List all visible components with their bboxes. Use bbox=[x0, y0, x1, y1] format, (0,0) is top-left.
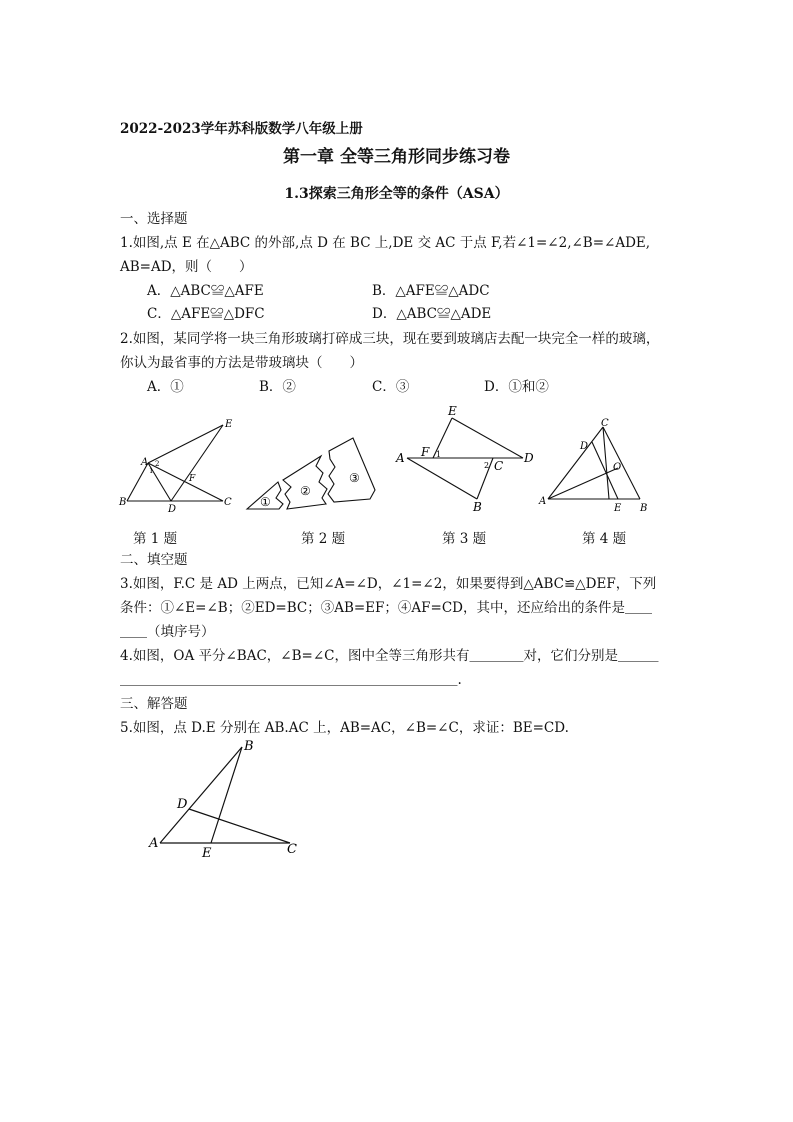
fig1-label-f: F bbox=[189, 474, 196, 484]
q1-option-a: A．△ABC≌△AFE bbox=[147, 283, 264, 299]
caption-fig-3: 第 3 题 bbox=[442, 531, 487, 547]
q3-text-line3: ＿＿（填序号） bbox=[120, 624, 215, 640]
fig1-label-e: E bbox=[225, 419, 233, 430]
q1-option-c: C．△AFE≌△DFC bbox=[147, 306, 265, 322]
fig3-label-d: D bbox=[524, 451, 534, 465]
fig1-label-d: D bbox=[168, 504, 177, 515]
fig1-label-c: C bbox=[224, 497, 232, 508]
figure-4 bbox=[537, 415, 657, 515]
fig1-label-1: 1 bbox=[149, 467, 154, 475]
fig3-label-2: 2 bbox=[484, 461, 490, 470]
fig4-label-b: B bbox=[640, 503, 648, 514]
caption-fig-2: 第 2 题 bbox=[301, 531, 346, 547]
caption-fig-4: 第 4 题 bbox=[582, 531, 627, 547]
section-heading-fill: 二、填空题 bbox=[120, 552, 188, 568]
fig3-label-e: E bbox=[448, 404, 457, 418]
q5-text-line1: 5.如图，点 D.E 分别在 AB.AC 上，AB=AC，∠B=∠C，求证：BE=CD. bbox=[120, 720, 569, 736]
top-line: 2022-2023学年苏科版数学八年级上册 bbox=[120, 121, 363, 137]
figure-3 bbox=[393, 402, 543, 517]
page-title: 第一章 全等三角形同步练习卷 bbox=[283, 147, 510, 167]
fig2-piece-1: ① bbox=[260, 495, 271, 509]
fig3-label-b: B bbox=[473, 500, 482, 514]
fig5-label-e: E bbox=[202, 846, 212, 860]
q1-option-d: D．△ABC≌△ADE bbox=[372, 306, 492, 322]
caption-fig-1: 第 1 题 bbox=[133, 531, 178, 547]
fig3-label-1: 1 bbox=[436, 450, 442, 459]
fig1-label-a: A bbox=[141, 457, 149, 468]
q2-option-c: C．③ bbox=[372, 379, 410, 395]
q2-text-line1: 2.如图，某同学将一块三角形玻璃打碎成三块，现在要到玻璃店去配一块完全一样的玻璃， bbox=[120, 331, 660, 347]
fig1-label-b: B bbox=[119, 497, 127, 508]
q1-text-line1: 1.如图,点 E 在△ABC 的外部,点 D 在 BC 上,DE 交 AC 于点 F,若∠1=∠2,∠B=∠ADE, bbox=[120, 235, 651, 251]
figure-5 bbox=[145, 735, 305, 860]
section-heading-solve: 三、解答题 bbox=[120, 696, 188, 712]
q1-text-line2: AB=AD，则（ ） bbox=[120, 259, 253, 275]
fig4-label-a: A bbox=[539, 496, 547, 507]
figure-2 bbox=[243, 432, 383, 514]
q4-text-line1: 4.如图，OA 平分∠BAC，∠B=∠C，图中全等三角形共有＿＿＿＿对，它们分别是＿＿＿ bbox=[120, 648, 659, 664]
figure-1 bbox=[115, 415, 240, 515]
page-subtitle: 1.3探索三角形全等的条件（ASA） bbox=[284, 186, 509, 202]
fig3-label-c: C bbox=[494, 459, 504, 473]
fig2-piece-3: ③ bbox=[349, 471, 360, 485]
q1-option-b: B．△AFE≌△ADC bbox=[372, 283, 490, 299]
fig4-label-c: C bbox=[601, 418, 609, 429]
fig5-label-a: A bbox=[149, 836, 159, 851]
q2-text-line2: 你认为最省事的方法是带玻璃块（ ） bbox=[120, 355, 363, 371]
fig4-label-e: E bbox=[614, 503, 622, 514]
fig3-label-f: F bbox=[421, 445, 430, 459]
fig5-label-c: C bbox=[287, 842, 297, 857]
fig1-label-2: 2 bbox=[155, 460, 160, 468]
fig5-label-b: B bbox=[244, 739, 254, 754]
fig2-piece-2: ② bbox=[300, 484, 311, 498]
q2-option-b: B．② bbox=[259, 379, 296, 395]
q3-text-line1: 3.如图，F.C 是 AD 上两点，已知∠A=∠D，∠1=∠2，如果要得到△ABC≌△DEF，下列 bbox=[120, 576, 657, 592]
fig3-label-a: A bbox=[396, 451, 405, 465]
fig4-label-o: O bbox=[613, 462, 622, 473]
q4-text-line2: ＿＿＿＿＿＿＿＿＿＿＿＿＿＿＿＿＿＿＿＿＿＿＿＿＿. bbox=[120, 672, 462, 688]
q2-option-a: A．① bbox=[147, 379, 184, 395]
q2-option-d: D．①和② bbox=[484, 379, 549, 395]
fig4-label-d: D bbox=[580, 441, 589, 452]
q3-text-line2: 条件：①∠E=∠B；②ED=BC；③AB=EF；④AF=CD，其中，还应给出的条件是＿＿ bbox=[120, 600, 652, 616]
fig5-label-d: D bbox=[177, 797, 188, 812]
section-heading-choice: 一、选择题 bbox=[120, 211, 188, 227]
